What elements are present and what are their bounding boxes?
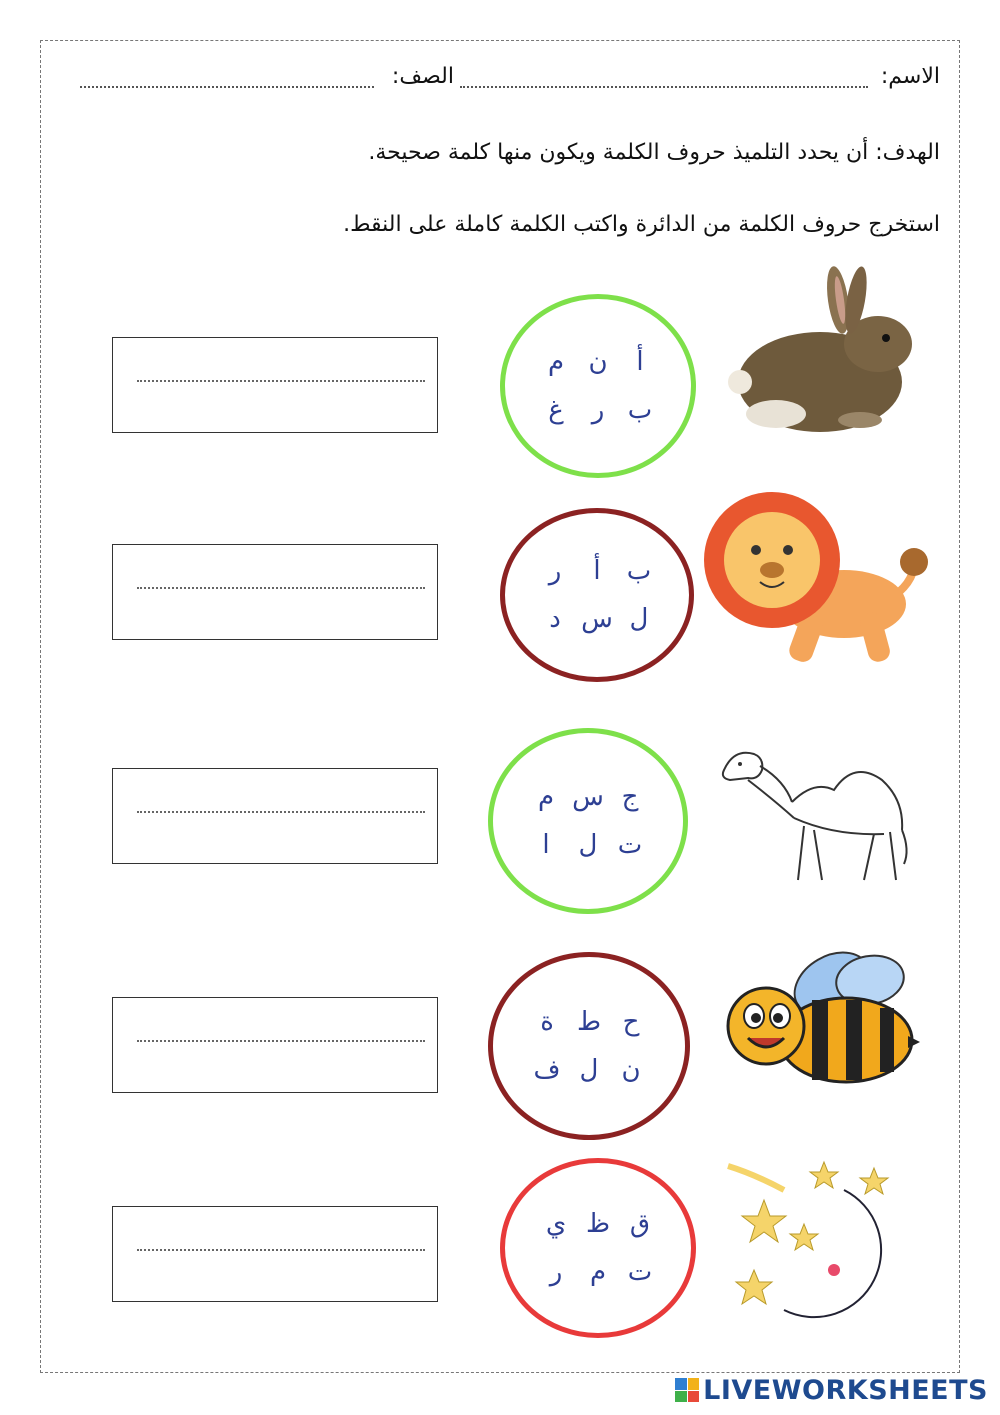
liveworksheets-logo [675, 1373, 988, 1407]
answer-box-1[interactable] [112, 337, 438, 433]
letter[interactable]: ظ [585, 1209, 611, 1239]
letter[interactable]: ل [579, 1055, 599, 1085]
letter[interactable]: ر [548, 556, 562, 586]
letter[interactable]: أ [593, 556, 601, 586]
letter[interactable]: م [537, 782, 555, 812]
answer-dotline [137, 380, 425, 382]
letter[interactable]: ل [629, 604, 649, 634]
letter-circle-1 [500, 294, 696, 478]
letter[interactable]: ب [626, 556, 652, 586]
letter[interactable]: د [549, 604, 561, 634]
answer-box-5[interactable] [112, 1206, 438, 1302]
letter[interactable]: م [589, 1257, 607, 1287]
letter[interactable]: ب [627, 395, 653, 425]
rabbit-picture [720, 262, 940, 442]
letter[interactable]: ح [622, 1007, 640, 1037]
class-label: الصف: [391, 64, 454, 89]
letter[interactable]: س [572, 782, 604, 812]
camel-picture [714, 740, 924, 890]
lion-picture [694, 484, 944, 674]
letter[interactable]: ن [588, 347, 608, 377]
answer-dotline [137, 1249, 425, 1251]
letter[interactable]: ة [540, 1007, 554, 1037]
answer-dotline [137, 811, 425, 813]
answer-dotline [137, 1040, 425, 1042]
letter[interactable]: أ [636, 347, 644, 377]
answer-box-4[interactable] [112, 997, 438, 1093]
letter-circle-3 [488, 728, 688, 914]
letter[interactable]: م [547, 347, 565, 377]
letter-circle-4 [488, 952, 690, 1140]
letter[interactable]: ج [621, 782, 639, 812]
letter[interactable]: ت [617, 830, 643, 860]
class-field[interactable] [80, 86, 374, 88]
liveworksheets-logo-icon [675, 1378, 699, 1402]
letter[interactable]: ا [542, 830, 550, 860]
letter[interactable]: ق [629, 1209, 651, 1239]
letter-circle-2 [500, 508, 694, 682]
letter-circle-5 [500, 1158, 696, 1338]
instruction-text: استخرج حروف الكلمة من الدائرة واكتب الكلمة كاملة على النقط. [343, 212, 940, 237]
letter[interactable]: ر [591, 395, 605, 425]
brand-name: LIVEWORKSHEETS [703, 1374, 988, 1406]
name-field[interactable] [460, 86, 868, 88]
letter[interactable]: ر [549, 1257, 563, 1287]
goal-text: الهدف: أن يحدد التلميذ حروف الكلمة ويكون منها كلمة صحيحة. [368, 140, 940, 165]
answer-dotline [137, 587, 425, 589]
bee-picture [722, 940, 922, 1090]
answer-box-2[interactable] [112, 544, 438, 640]
answer-box-3[interactable] [112, 768, 438, 864]
letter[interactable]: ف [533, 1055, 561, 1085]
letter[interactable]: غ [548, 395, 564, 425]
name-label: الاسم: [880, 64, 940, 89]
letter[interactable]: ن [621, 1055, 641, 1085]
letter[interactable]: ل [578, 830, 598, 860]
letter[interactable]: ت [627, 1257, 653, 1287]
letter[interactable]: س [581, 604, 613, 634]
moon-and-stars-picture [724, 1160, 894, 1320]
letter[interactable]: ط [576, 1007, 602, 1037]
letter[interactable]: ي [545, 1209, 567, 1239]
